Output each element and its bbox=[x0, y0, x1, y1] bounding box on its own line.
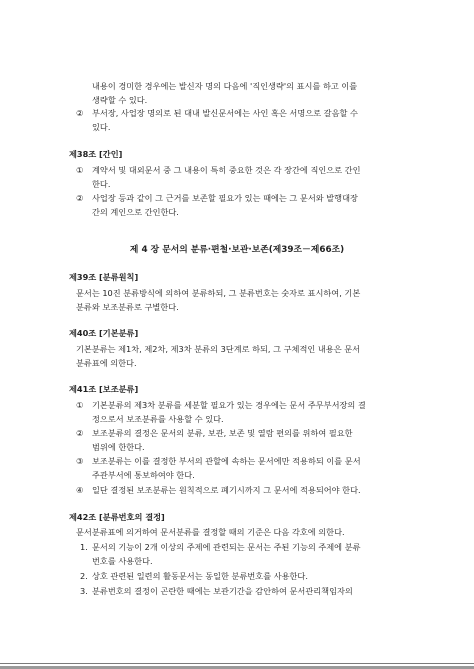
item-text: 기본분류의 제3차 분류를 세분할 필요가 있는 경우에는 문서 주무부서장의 결 bbox=[92, 400, 366, 410]
chapter-title: 제 4 장 문서의 분류·편철·보관·보존(제39조－제66조) bbox=[129, 245, 345, 255]
continuation-line-2: 생략할 수 있다. bbox=[92, 95, 148, 105]
item-text: 분류번호의 결정이 곤란한 때에는 보관기간을 감안하여 문서관리책임자의 bbox=[92, 586, 353, 596]
item-number: ① bbox=[76, 165, 84, 175]
article-heading: 제38조 [간인] bbox=[69, 149, 123, 159]
item-text: 일단 결정된 보조분류는 원칙적으로 폐기시까지 그 문서에 적용되어야 한다. bbox=[92, 485, 361, 495]
item-text: 간의 계인으로 간인한다. bbox=[92, 207, 179, 217]
continuation-line-1: 내용이 경미한 경우에는 발신자 명의 다음에 '직인생략'의 표시를 하고 이를 bbox=[92, 81, 358, 91]
item-text: 주관부서에 통보하여야 한다. bbox=[92, 470, 195, 480]
article-text: 분류와 보조분류로 구별한다. bbox=[76, 302, 179, 312]
article-text: 분류표에 의한다. bbox=[76, 358, 137, 368]
item-number: ④ bbox=[76, 485, 84, 495]
item-number: ① bbox=[76, 400, 84, 410]
item-text: 상호 관련된 일련의 활동문서는 동일한 분류번호를 사용한다. bbox=[92, 571, 308, 581]
item-text: 한다. bbox=[92, 179, 111, 189]
article-heading: 제40조 [기본분류] bbox=[69, 328, 139, 338]
item-text: 범위에 한한다. bbox=[92, 442, 145, 452]
article-text: 문서분류표에 의거하여 문서분류를 결정할 때의 기준은 다음 각호에 의한다. bbox=[76, 527, 345, 537]
item-text: 있다. bbox=[92, 122, 111, 132]
item-text: 보조분류는 이를 결정한 부서의 관할에 속하는 문서에만 적용하되 이를 문서 bbox=[92, 456, 361, 466]
item-text: 사업장 등과 같이 그 근거를 보존할 필요가 있는 때에는 그 문서와 발행대장 bbox=[92, 193, 358, 203]
article-heading: 제39조 [분류원칙] bbox=[69, 272, 139, 282]
item-text: 부서장, 사업장 명의로 된 대내 발신문서에는 사인 혹은 서명으로 갈음할 수 bbox=[92, 108, 358, 118]
item-number: ② bbox=[76, 193, 84, 203]
article-heading: 제41조 [보조분류] bbox=[69, 384, 139, 394]
item-number: ② bbox=[76, 428, 84, 438]
item-number: 2. bbox=[80, 571, 88, 581]
item-number: 3. bbox=[80, 586, 88, 596]
article-text: 기본분류는 제1차, 제2차, 제3차 분류의 3단계로 하되, 그 구체적인 내용은 문서 bbox=[76, 344, 361, 354]
article-text: 문서는 10진 분류방식에 의하여 분류하되, 그 분류번호는 숫자로 표시하여, 기본 bbox=[76, 288, 361, 298]
article-heading: 제42조 [분류번호의 결정] bbox=[69, 512, 165, 522]
item-text: 보조분류의 결정은 문서의 분류, 보관, 보존 및 열람 편의를 위하여 필요한 bbox=[92, 428, 353, 438]
item-text: 문서의 기능이 2개 이상의 주제에 관련되는 문서는 주된 기능의 주제에 분류 bbox=[92, 542, 361, 552]
item-text: 정으로서 보조분류를 사용할 수 있다. bbox=[92, 414, 224, 424]
item-text: 번호를 사용한다. bbox=[92, 556, 153, 566]
item-text: 계약서 및 대외문서 중 그 내용이 특히 중요한 것은 각 장간에 직인으로 간인 bbox=[92, 165, 361, 175]
page-bottom-rule bbox=[0, 663, 474, 664]
item-number: ② bbox=[76, 108, 84, 118]
item-number: 1. bbox=[80, 542, 88, 552]
item-number: ③ bbox=[76, 456, 84, 466]
